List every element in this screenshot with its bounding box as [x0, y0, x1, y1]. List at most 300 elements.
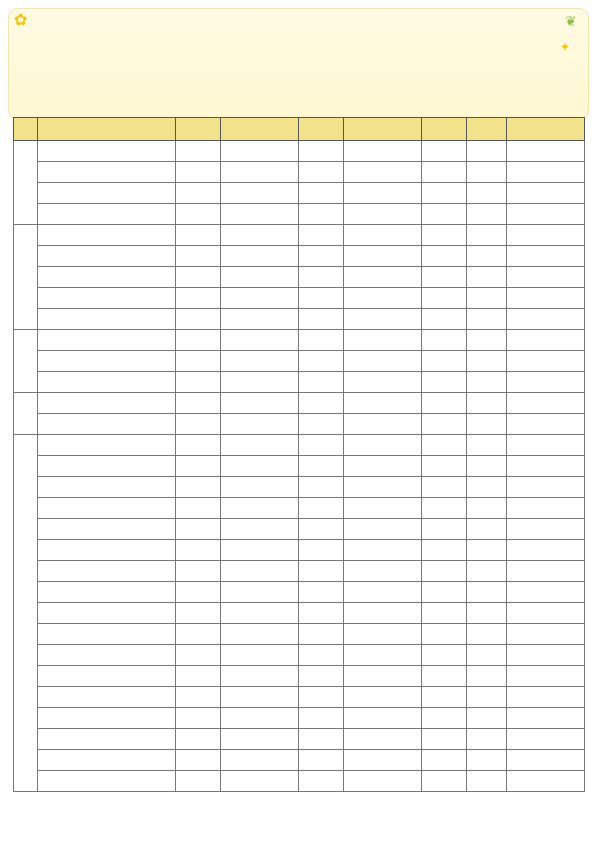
room — [221, 624, 299, 645]
capacity — [467, 624, 507, 645]
table-body — [14, 141, 585, 792]
start-date — [176, 141, 221, 162]
fee — [507, 372, 585, 393]
capacity — [467, 477, 507, 498]
time — [344, 561, 422, 582]
table-row — [14, 309, 585, 330]
time — [344, 267, 422, 288]
fee — [507, 708, 585, 729]
fee — [507, 477, 585, 498]
program-name — [38, 750, 176, 771]
day — [299, 372, 344, 393]
room — [221, 540, 299, 561]
fee — [507, 519, 585, 540]
program-name — [38, 561, 176, 582]
room — [221, 771, 299, 792]
room — [221, 309, 299, 330]
day — [299, 246, 344, 267]
day — [299, 267, 344, 288]
start-date — [176, 435, 221, 456]
program-name — [38, 477, 176, 498]
time — [344, 624, 422, 645]
teacher — [422, 246, 467, 267]
time — [344, 351, 422, 372]
day — [299, 330, 344, 351]
teacher — [422, 225, 467, 246]
col-room — [221, 118, 299, 141]
day — [299, 624, 344, 645]
fee — [507, 561, 585, 582]
room — [221, 267, 299, 288]
category-cell — [14, 225, 38, 330]
room — [221, 666, 299, 687]
fee — [507, 540, 585, 561]
fee — [507, 414, 585, 435]
capacity — [467, 498, 507, 519]
capacity — [467, 393, 507, 414]
table-row — [14, 750, 585, 771]
flower-icon: ✿ — [14, 10, 28, 29]
program-name — [38, 393, 176, 414]
teacher — [422, 666, 467, 687]
day — [299, 183, 344, 204]
start-date — [176, 519, 221, 540]
start-date — [176, 540, 221, 561]
capacity — [467, 288, 507, 309]
table-row — [14, 183, 585, 204]
table-row — [14, 393, 585, 414]
table-row — [14, 666, 585, 687]
room — [221, 456, 299, 477]
time — [344, 750, 422, 771]
time — [344, 540, 422, 561]
capacity — [467, 162, 507, 183]
time — [344, 582, 422, 603]
program-name — [38, 771, 176, 792]
time — [344, 645, 422, 666]
category-cell — [14, 435, 38, 792]
room — [221, 519, 299, 540]
teacher — [422, 435, 467, 456]
fee — [507, 288, 585, 309]
fee — [507, 603, 585, 624]
day — [299, 141, 344, 162]
day — [299, 687, 344, 708]
time — [344, 141, 422, 162]
table-row — [14, 645, 585, 666]
teacher — [422, 603, 467, 624]
capacity — [467, 141, 507, 162]
time — [344, 204, 422, 225]
time — [344, 330, 422, 351]
start-date — [176, 183, 221, 204]
start-date — [176, 225, 221, 246]
start-date — [176, 603, 221, 624]
time — [344, 519, 422, 540]
fee — [507, 582, 585, 603]
time — [344, 225, 422, 246]
teacher — [422, 519, 467, 540]
program-name — [38, 540, 176, 561]
program-name — [38, 624, 176, 645]
program-name — [38, 141, 176, 162]
fee — [507, 687, 585, 708]
table-row — [14, 624, 585, 645]
program-name — [38, 603, 176, 624]
fee — [507, 330, 585, 351]
table-row — [14, 288, 585, 309]
time — [344, 687, 422, 708]
capacity — [467, 540, 507, 561]
teacher — [422, 477, 467, 498]
teacher — [422, 540, 467, 561]
time — [344, 771, 422, 792]
room — [221, 477, 299, 498]
fee — [507, 204, 585, 225]
start-date — [176, 456, 221, 477]
teacher — [422, 183, 467, 204]
program-name — [38, 162, 176, 183]
teacher — [422, 414, 467, 435]
day — [299, 729, 344, 750]
program-name — [38, 351, 176, 372]
room — [221, 645, 299, 666]
table-row — [14, 267, 585, 288]
program-name — [38, 582, 176, 603]
start-date — [176, 771, 221, 792]
table-header-row — [14, 118, 585, 141]
start-date — [176, 288, 221, 309]
capacity — [467, 582, 507, 603]
room — [221, 498, 299, 519]
time — [344, 708, 422, 729]
table-row — [14, 204, 585, 225]
room — [221, 204, 299, 225]
capacity — [467, 267, 507, 288]
day — [299, 540, 344, 561]
table-row — [14, 561, 585, 582]
program-name — [38, 267, 176, 288]
time — [344, 456, 422, 477]
room — [221, 750, 299, 771]
room — [221, 729, 299, 750]
room — [221, 414, 299, 435]
day — [299, 561, 344, 582]
program-name — [38, 225, 176, 246]
start-date — [176, 351, 221, 372]
capacity — [467, 561, 507, 582]
fee — [507, 351, 585, 372]
capacity — [467, 519, 507, 540]
teacher — [422, 456, 467, 477]
teacher — [422, 708, 467, 729]
teacher — [422, 288, 467, 309]
day — [299, 666, 344, 687]
teacher — [422, 372, 467, 393]
teacher — [422, 771, 467, 792]
day — [299, 771, 344, 792]
fee — [507, 771, 585, 792]
time — [344, 162, 422, 183]
capacity — [467, 330, 507, 351]
fee — [507, 645, 585, 666]
program-table — [13, 117, 585, 792]
fee — [507, 309, 585, 330]
table-row — [14, 225, 585, 246]
time — [344, 435, 422, 456]
teacher — [422, 351, 467, 372]
table-row — [14, 351, 585, 372]
capacity — [467, 309, 507, 330]
day — [299, 309, 344, 330]
teacher — [422, 498, 467, 519]
program-name — [38, 183, 176, 204]
program-name — [38, 519, 176, 540]
capacity — [467, 771, 507, 792]
program-name — [38, 687, 176, 708]
day — [299, 414, 344, 435]
capacity — [467, 246, 507, 267]
teacher — [422, 624, 467, 645]
program-name — [38, 666, 176, 687]
time — [344, 414, 422, 435]
table-row — [14, 456, 585, 477]
table-row — [14, 729, 585, 750]
time — [344, 183, 422, 204]
table-row — [14, 771, 585, 792]
room — [221, 603, 299, 624]
time — [344, 666, 422, 687]
fee — [507, 666, 585, 687]
start-date — [176, 204, 221, 225]
fee — [507, 435, 585, 456]
day — [299, 456, 344, 477]
col-fee — [507, 118, 585, 141]
teacher — [422, 393, 467, 414]
start-date — [176, 246, 221, 267]
fee — [507, 183, 585, 204]
program-name — [38, 498, 176, 519]
room — [221, 393, 299, 414]
table-row — [14, 435, 585, 456]
fee — [507, 498, 585, 519]
start-date — [176, 708, 221, 729]
room — [221, 162, 299, 183]
table-row — [14, 498, 585, 519]
capacity — [467, 372, 507, 393]
fee — [507, 456, 585, 477]
teacher — [422, 750, 467, 771]
start-date — [176, 267, 221, 288]
program-name — [38, 330, 176, 351]
capacity — [467, 687, 507, 708]
category-cell — [14, 330, 38, 393]
room — [221, 372, 299, 393]
fee — [507, 729, 585, 750]
time — [344, 309, 422, 330]
day — [299, 603, 344, 624]
teacher — [422, 561, 467, 582]
table-row — [14, 519, 585, 540]
room — [221, 288, 299, 309]
table-row — [14, 141, 585, 162]
time — [344, 603, 422, 624]
room — [221, 582, 299, 603]
time — [344, 393, 422, 414]
time — [344, 477, 422, 498]
start-date — [176, 393, 221, 414]
capacity — [467, 645, 507, 666]
day — [299, 162, 344, 183]
day — [299, 288, 344, 309]
start-date — [176, 750, 221, 771]
capacity — [467, 750, 507, 771]
fee — [507, 141, 585, 162]
day — [299, 435, 344, 456]
col-teacher — [422, 118, 467, 141]
day — [299, 519, 344, 540]
room — [221, 687, 299, 708]
fee — [507, 246, 585, 267]
time — [344, 288, 422, 309]
capacity — [467, 351, 507, 372]
program-name — [38, 309, 176, 330]
teacher — [422, 687, 467, 708]
room — [221, 708, 299, 729]
room — [221, 351, 299, 372]
start-date — [176, 582, 221, 603]
category-cell — [14, 141, 38, 225]
start-date — [176, 162, 221, 183]
day — [299, 477, 344, 498]
room — [221, 435, 299, 456]
day — [299, 225, 344, 246]
teacher — [422, 309, 467, 330]
bee-icon: ✦ — [560, 40, 571, 54]
start-date — [176, 687, 221, 708]
program-name — [38, 729, 176, 750]
teacher — [422, 729, 467, 750]
col-program — [38, 118, 176, 141]
teacher — [422, 582, 467, 603]
day — [299, 750, 344, 771]
col-capacity — [467, 118, 507, 141]
program-name — [38, 204, 176, 225]
table-row — [14, 708, 585, 729]
capacity — [467, 729, 507, 750]
program-name — [38, 645, 176, 666]
table-row — [14, 582, 585, 603]
teacher — [422, 204, 467, 225]
fee — [507, 750, 585, 771]
program-name — [38, 435, 176, 456]
teacher — [422, 162, 467, 183]
start-date — [176, 666, 221, 687]
capacity — [467, 225, 507, 246]
program-name — [38, 246, 176, 267]
table-row — [14, 162, 585, 183]
time — [344, 729, 422, 750]
day — [299, 582, 344, 603]
room — [221, 330, 299, 351]
table-row — [14, 687, 585, 708]
table-row — [14, 477, 585, 498]
day — [299, 645, 344, 666]
start-date — [176, 414, 221, 435]
day — [299, 498, 344, 519]
leaf-icon: ❦ — [565, 14, 577, 30]
col-time — [344, 118, 422, 141]
start-date — [176, 477, 221, 498]
fee — [507, 393, 585, 414]
table-row — [14, 246, 585, 267]
capacity — [467, 456, 507, 477]
start-date — [176, 561, 221, 582]
fee — [507, 624, 585, 645]
teacher — [422, 330, 467, 351]
program-name — [38, 372, 176, 393]
day — [299, 708, 344, 729]
capacity — [467, 603, 507, 624]
teacher — [422, 141, 467, 162]
teacher — [422, 645, 467, 666]
capacity — [467, 414, 507, 435]
table-row — [14, 372, 585, 393]
table-row — [14, 330, 585, 351]
teacher — [422, 267, 467, 288]
capacity — [467, 666, 507, 687]
program-name — [38, 708, 176, 729]
room — [221, 561, 299, 582]
start-date — [176, 372, 221, 393]
time — [344, 498, 422, 519]
program-name — [38, 456, 176, 477]
header-banner — [8, 8, 589, 120]
room — [221, 225, 299, 246]
category-cell — [14, 393, 38, 435]
fee — [507, 225, 585, 246]
start-date — [176, 309, 221, 330]
start-date — [176, 624, 221, 645]
fee — [507, 267, 585, 288]
capacity — [467, 708, 507, 729]
room — [221, 183, 299, 204]
table-row — [14, 414, 585, 435]
program-name — [38, 288, 176, 309]
time — [344, 372, 422, 393]
col-start — [176, 118, 221, 141]
start-date — [176, 330, 221, 351]
table-row — [14, 603, 585, 624]
time — [344, 246, 422, 267]
col-day — [299, 118, 344, 141]
capacity — [467, 183, 507, 204]
day — [299, 393, 344, 414]
table-row — [14, 540, 585, 561]
fee — [507, 162, 585, 183]
col-category — [14, 118, 38, 141]
program-name — [38, 414, 176, 435]
capacity — [467, 204, 507, 225]
room — [221, 141, 299, 162]
day — [299, 204, 344, 225]
capacity — [467, 435, 507, 456]
day — [299, 351, 344, 372]
room — [221, 246, 299, 267]
start-date — [176, 729, 221, 750]
start-date — [176, 498, 221, 519]
start-date — [176, 645, 221, 666]
